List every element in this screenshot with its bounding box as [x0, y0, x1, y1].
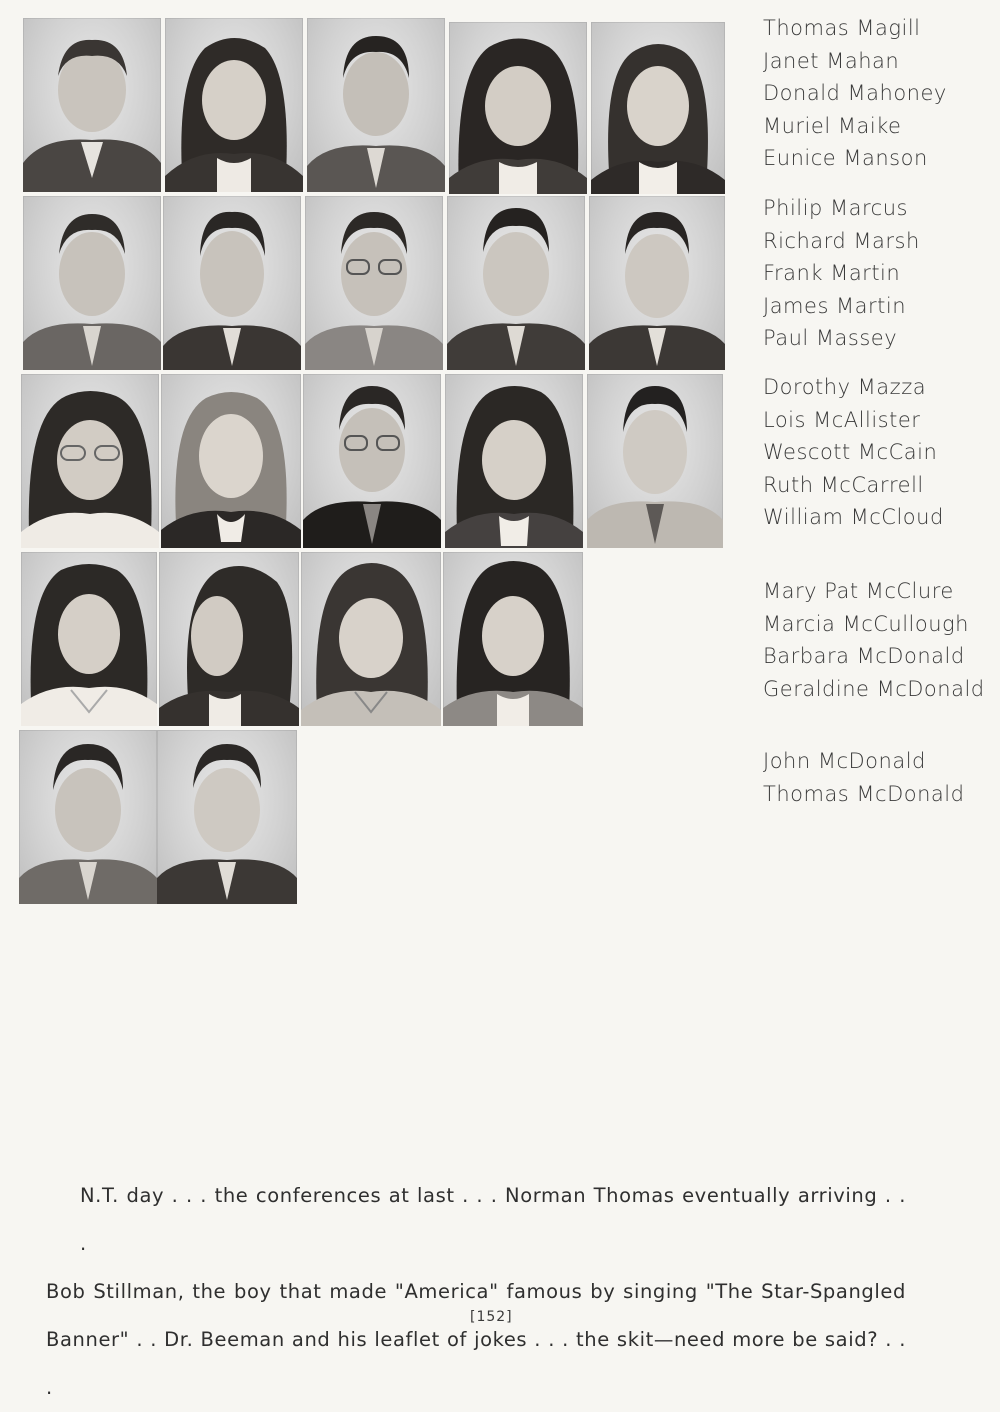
student-name: Geraldine McDonald	[763, 676, 985, 701]
student-name: Richard Marsh	[763, 228, 920, 253]
student-name: Thomas McDonald	[763, 781, 965, 806]
portrait-wescott-mccain	[303, 374, 441, 548]
portrait-donald-mahoney	[307, 18, 445, 192]
name-group-row-1	[763, 12, 947, 175]
student-name: Ruth McCarrell	[763, 472, 924, 497]
student-name: Thomas Magill	[763, 16, 921, 40]
student-name: Barbara McDonald	[763, 644, 965, 669]
student-name: Paul Massey	[763, 326, 898, 351]
caption-line-1: N.T. day . . . the conferences at last . . . Norman Thomas eventually arriving . . .	[80, 1184, 906, 1255]
portrait-lois-mcallister	[161, 374, 301, 548]
student-name: John McDonald	[763, 749, 926, 773]
page-number: [152]	[470, 1309, 513, 1325]
portrait-janet-mahan	[165, 18, 303, 192]
portrait-philip-marcus	[23, 196, 161, 370]
student-name: Muriel Maike	[763, 113, 902, 138]
student-name: Lois McAllister	[763, 407, 921, 432]
student-name: James Martin	[763, 293, 907, 318]
student-name: Eunice Manson	[763, 146, 928, 171]
student-name: Dorothy Mazza	[763, 375, 927, 399]
caption-line-2: Bob Stillman, the boy that made "America" famous by singing "The Star-Spangled	[46, 1280, 906, 1303]
student-name: Marcia McCullough	[763, 611, 969, 636]
student-name: Janet Mahan	[763, 48, 900, 73]
portrait-frank-martin	[305, 196, 443, 370]
student-name: Philip Marcus	[763, 196, 908, 220]
student-name: Donald Mahoney	[763, 81, 947, 106]
portrait-richard-marsh	[163, 196, 301, 370]
portrait-ruth-mccarrell	[445, 374, 583, 548]
portrait-barbara-mcdonald	[301, 552, 441, 726]
name-group-row-5	[763, 745, 964, 810]
portrait-thomas-magill	[23, 18, 161, 192]
portrait-eunice-manson	[591, 22, 725, 194]
portrait-john-mcdonald	[19, 730, 157, 904]
name-group-row-2	[763, 192, 920, 355]
portrait-mary-pat-mcclure	[21, 552, 157, 726]
portrait-dorothy-mazza	[21, 374, 159, 548]
caption-paragraph	[46, 1172, 906, 1412]
student-name: Mary Pat McClure	[763, 579, 954, 603]
portrait-william-mccloud	[587, 374, 723, 548]
student-name: Frank Martin	[763, 261, 901, 286]
name-group-row-4	[763, 575, 985, 705]
portrait-geraldine-mcdonald	[443, 552, 583, 726]
portrait-muriel-maike	[449, 22, 587, 194]
name-group-row-3	[763, 371, 944, 534]
caption-line-3: Banner" . . Dr. Beeman and his leaflet of jokes . . . the skit—need more be said? . . .	[46, 1328, 906, 1399]
portrait-thomas-mcdonald	[157, 730, 297, 904]
portrait-paul-massey	[589, 196, 725, 370]
student-name: Wescott McCain	[763, 440, 938, 465]
portrait-marcia-mccullough	[159, 552, 299, 726]
student-name: William McCloud	[763, 505, 944, 530]
portrait-james-martin	[447, 196, 585, 370]
